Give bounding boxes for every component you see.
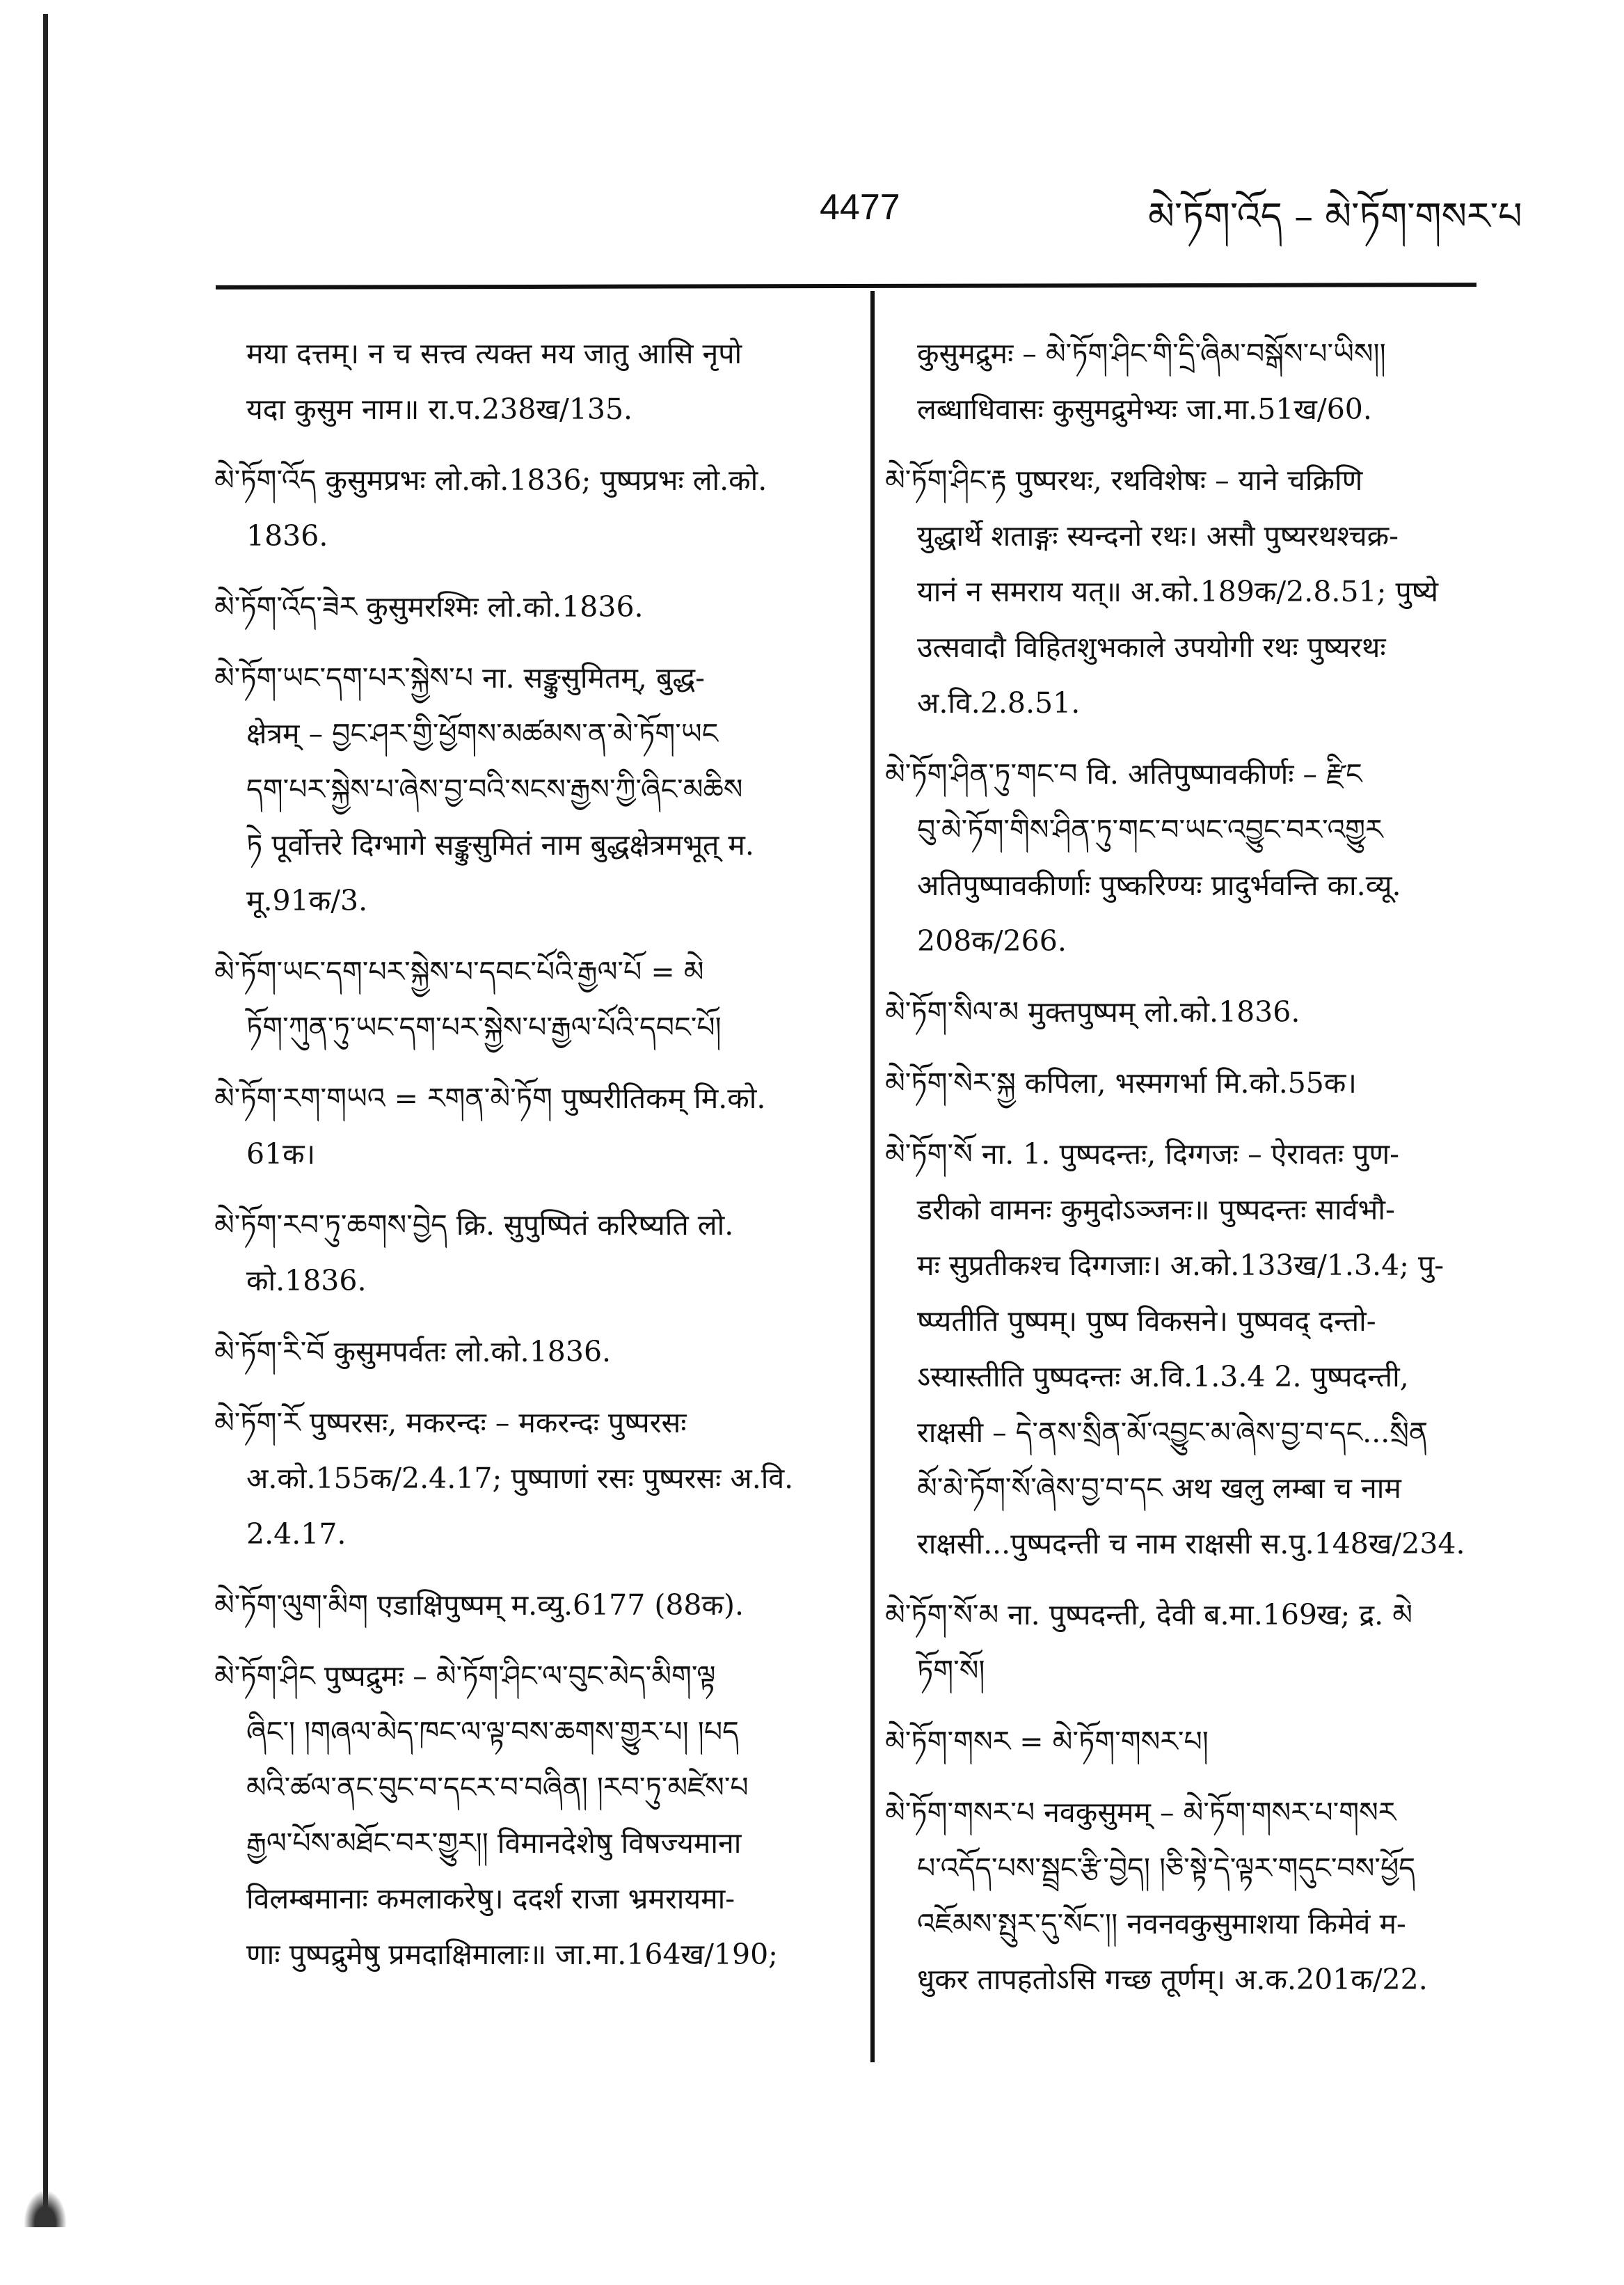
entry-line: འཇོམས་སྤུར་དུ་སོང་།། नवनवकुसुमाशया किमेवं म- bbox=[917, 1907, 1406, 1940]
entry-line: 208क/266. bbox=[917, 924, 1067, 958]
entry-headline: མེ་ཏོག་སེར་སྐྱ कपिला, भस्मगर्भा मि.को.55क। bbox=[885, 1066, 1357, 1100]
entry-headline: མེ་ཏོག་སིལ་མ मुक्तपुष्पम् लो.को.1836. bbox=[885, 995, 1300, 1029]
entry-line: लब्धाधिवासः कुसुमद्रुमेभ्यः जा.मा.51ख/60. bbox=[917, 393, 1372, 426]
dictionary-entry bbox=[214, 579, 865, 635]
dictionary-entry bbox=[214, 1395, 865, 1562]
entry-line: བུ་མེ་ཏོག་གིས་ཤིན་ཏུ་གང་བ་ཡང་འབྱུང་བར་འགྱུར bbox=[917, 813, 1383, 846]
dictionary-entry bbox=[214, 1648, 865, 1982]
entry-line: उत्सवादौ विहितशुभकाले उपयोगी रथः पुष्यरथः bbox=[917, 631, 1386, 664]
dictionary-entry-continued bbox=[885, 326, 1536, 437]
entry-line: 61क। bbox=[246, 1137, 316, 1171]
entry-line: अ.वि.2.8.51. bbox=[917, 686, 1081, 720]
entry-line: मः सुप्रतीकश्च दिग्गजाः। अ.को.133ख/1.3.4; पु- bbox=[917, 1249, 1444, 1282]
dictionary-entry bbox=[885, 1587, 1536, 1698]
entry-line: मया दत्तम्। न च सत्त्व त्यक्त मय जातु आसि नृपो bbox=[246, 337, 742, 370]
left-column bbox=[214, 326, 865, 1998]
running-head: མེ་ཏོག་འོད – མེ་ཏོག་གསར་པ bbox=[1148, 194, 1522, 238]
entry-line: डरीको वामनः कुमुदोऽञ्जनः॥ पुष्पदन्तः सार्वभौ- bbox=[917, 1193, 1395, 1226]
entry-line: यानं न समराय यत्॥ अ.को.189क/2.8.51; पुष्ये bbox=[917, 575, 1439, 608]
entry-headline: མེ་ཏོག་གསར་པ नवकुसुमम् – མེ་ཏོག་གསར་པ་གསར bbox=[885, 1796, 1396, 1829]
dictionary-entry bbox=[885, 1055, 1536, 1111]
page-binding-edge bbox=[43, 14, 48, 2227]
dictionary-entry bbox=[885, 452, 1536, 731]
entry-line: को.1836. bbox=[246, 1264, 367, 1297]
entry-line: དག་པར་སྐྱེས་པ་ཞེས་བྱ་བའི་སངས་རྒྱས་ཀྱི་ཞིང་མཆིས bbox=[246, 773, 743, 806]
dictionary-entry bbox=[214, 1577, 865, 1633]
entry-headline: མེ་ཏོག་སོ་མ ना. पुष्पदन्ती, देवी ब.मा.169ख; द्र. མེ bbox=[885, 1598, 1413, 1631]
dictionary-entry bbox=[885, 1126, 1536, 1572]
entry-line: ཞིང་། །གཞལ་མེད་ཁང་ལ་ལྟ་བས་ཆགས་གྱུར་པ། །པད bbox=[246, 1715, 739, 1748]
entry-line: མོ་མེ་ཏོག་སོ་ཞེས་བྱ་བ་དང अथ खलु लम्बा च नाम bbox=[917, 1471, 1401, 1505]
page-number: 4477 bbox=[820, 187, 900, 228]
entry-line: क्षेत्रम् – བྱང་ཤར་གྱི་ཕྱོགས་མཚམས་ན་མེ་ཏོག་ཡང bbox=[246, 717, 719, 750]
entry-line: विलम्बमानाः कमलाकरेषु। ददर्श राजा भ्रमरायमा- bbox=[246, 1882, 735, 1915]
dictionary-entry-continued bbox=[214, 326, 865, 437]
entry-line: ष्प्यतीति पुष्पम्। पुष्प विकसने। पुष्पवद् दन्तो- bbox=[917, 1304, 1376, 1338]
entry-line: པ་འདོད་པས་སྦྲང་རྩི་བྱེད། །ཅི་སྟེ་དེ་ལྟར་གདུང་བས་ཕྱོད bbox=[917, 1851, 1416, 1885]
entry-line: णाः पुष्पद्रुमेषु प्रमदाक्षिमालाः॥ जा.मा.164ख/190; bbox=[246, 1938, 778, 1971]
entry-headline: མེ་ཏོག་གསར = མེ་ཏོག་གསར་པ། bbox=[885, 1725, 1209, 1758]
entry-line: राक्षसी...पुष्पदन्ती च नाम राक्षसी स.पु.148ख/234. bbox=[917, 1527, 1465, 1560]
column-divider bbox=[870, 291, 875, 2062]
header-rule bbox=[216, 283, 1476, 290]
dictionary-entry bbox=[885, 984, 1536, 1040]
entry-headline: མེ་ཏོག་ཤིང་རྟ पुष्परथः, रथविशेषः – याने चक्रिणि bbox=[885, 464, 1363, 497]
entry-line: कुसुमद्रुमः – མེ་ཏོག་ཤིང་གི་དྲི་ཞིམ་བསྒོས་པ་ཡིས།། bbox=[917, 337, 1386, 370]
entry-line: धुकर तापहतोऽसि गच्छ तूर्णम्। अ.क.201क/22. bbox=[917, 1963, 1428, 1996]
entry-line: ཏོག་ཀུན་ཏུ་ཡང་དག་པར་སྐྱེས་པ་རྒྱལ་པོའི་དབང་པོ། bbox=[246, 1011, 722, 1044]
entry-headline: མེ་ཏོག་རོ पुष्परसः, मकरन्दः – मकरन्दः पुष्परसः bbox=[214, 1406, 687, 1439]
entry-line: ཏེ पूर्वोत्तरे दिग्भागे सङ्कुसुमितं नाम बुद्धक्षेत्रमभूत् म. bbox=[246, 828, 754, 862]
dictionary-entry bbox=[885, 746, 1536, 969]
entry-headline: མེ་ཏོག་རི་བོ कुसुमपर्वतः लो.को.1836. bbox=[214, 1335, 612, 1368]
binding-smudge bbox=[21, 2185, 70, 2227]
entry-line: राक्षसी – དེ་ནས་སྲིན་མོ་འབྱུང་མ་ཞེས་བྱ་བ་དང...སྲིན bbox=[917, 1416, 1428, 1449]
dictionary-entry bbox=[885, 1785, 1536, 2007]
entry-line: अतिपुष्पावकीर्णाः पुष्करिण्यः प्रादुर्भवन्ति का.व्यू. bbox=[917, 869, 1401, 902]
entry-headline: མེ་ཏོག་ཡང་དག་པར་སྐྱེས་པ་དབང་པོའི་རྒྱལ་པོ = མེ bbox=[214, 955, 704, 988]
dictionary-entry bbox=[214, 452, 865, 564]
entry-line: 1836. bbox=[246, 519, 328, 553]
entry-line: མའི་ཚལ་ནང་བུང་བ་དངར་བ་བཞིན། །རབ་ཏུ་མཛེས་པ bbox=[246, 1771, 749, 1804]
dictionary-entry bbox=[214, 1197, 865, 1308]
entry-line: यदा कुसुम नाम॥ रा.प.238ख/135. bbox=[246, 393, 633, 426]
dictionary-entry bbox=[214, 1324, 865, 1379]
entry-line: ཏོག་སོ། bbox=[917, 1654, 985, 1687]
entry-headline: མེ་ཏོག་ཡང་དག་པར་སྐྱེས་པ ना. सङ्कुसुमितम्, बुद्ध- bbox=[214, 661, 706, 695]
entry-line: རྒྱལ་པོས་མཐོང་བར་གྱུར།། विमानदेशेषु विषज्यमाना bbox=[246, 1826, 742, 1860]
right-column bbox=[885, 326, 1536, 2023]
dictionary-entry bbox=[214, 650, 865, 928]
entry-line: ऽस्यास्तीति पुष्पदन्तः अ.वि.1.3.4 2. पुष्पदन्ती, bbox=[917, 1360, 1409, 1393]
entry-headline: མེ་ཏོག་སོ ना. 1. पुष्पदन्तः, दिग्गजः – ऐरावतः पुण- bbox=[885, 1137, 1399, 1171]
entry-headline: མེ་ཏོག་འོད་ཟེར कुसुमरश्मिः लो.को.1836. bbox=[214, 590, 644, 624]
entry-headline: མེ་ཏོག་ལུག་མིག एडाक्षिपुष्पम् म.व्यु.6177 (88क). bbox=[214, 1588, 745, 1622]
entry-headline: མེ་ཏོག་རག་གཡའ = རགན་མེ་ཏོག पुष्परीतिकम् मि.को. bbox=[214, 1082, 766, 1115]
entry-line: मू.91क/3. bbox=[246, 884, 368, 917]
entry-headline: མེ་ཏོག་འོད कुसुमप्रभः लो.को.1836; पुष्पप्रभः लो.को. bbox=[214, 464, 767, 497]
entry-headline: མེ་ཏོག་རབ་ཏུ་ཆགས་བྱེད क्रि. सुपुष्पितं करिष्यति लो. bbox=[214, 1208, 734, 1242]
entry-line: 2.4.17. bbox=[246, 1517, 347, 1551]
entry-line: अ.को.155क/2.4.17; पुष्पाणां रसः पुष्परसः अ.वि. bbox=[246, 1462, 794, 1495]
entry-headline: མེ་ཏོག་ཤིང पुष्पद्रुमः – མེ་ཏོག་ཤིང་ལ་བུང་མེད་མིག་ལྟ bbox=[214, 1659, 716, 1693]
dictionary-entry bbox=[885, 1714, 1536, 1769]
dictionary-entry bbox=[214, 944, 865, 1055]
dictionary-entry bbox=[214, 1070, 865, 1182]
entry-headline: མེ་ཏོག་ཤིན་ཏུ་གང་བ वि. अतिपुष्पावकीर्णः – རྫིང bbox=[885, 757, 1362, 791]
entry-line: युद्धार्थे शताङ्गः स्यन्दनो रथः। असौ पुष्यरथश्चक्र- bbox=[917, 519, 1399, 553]
